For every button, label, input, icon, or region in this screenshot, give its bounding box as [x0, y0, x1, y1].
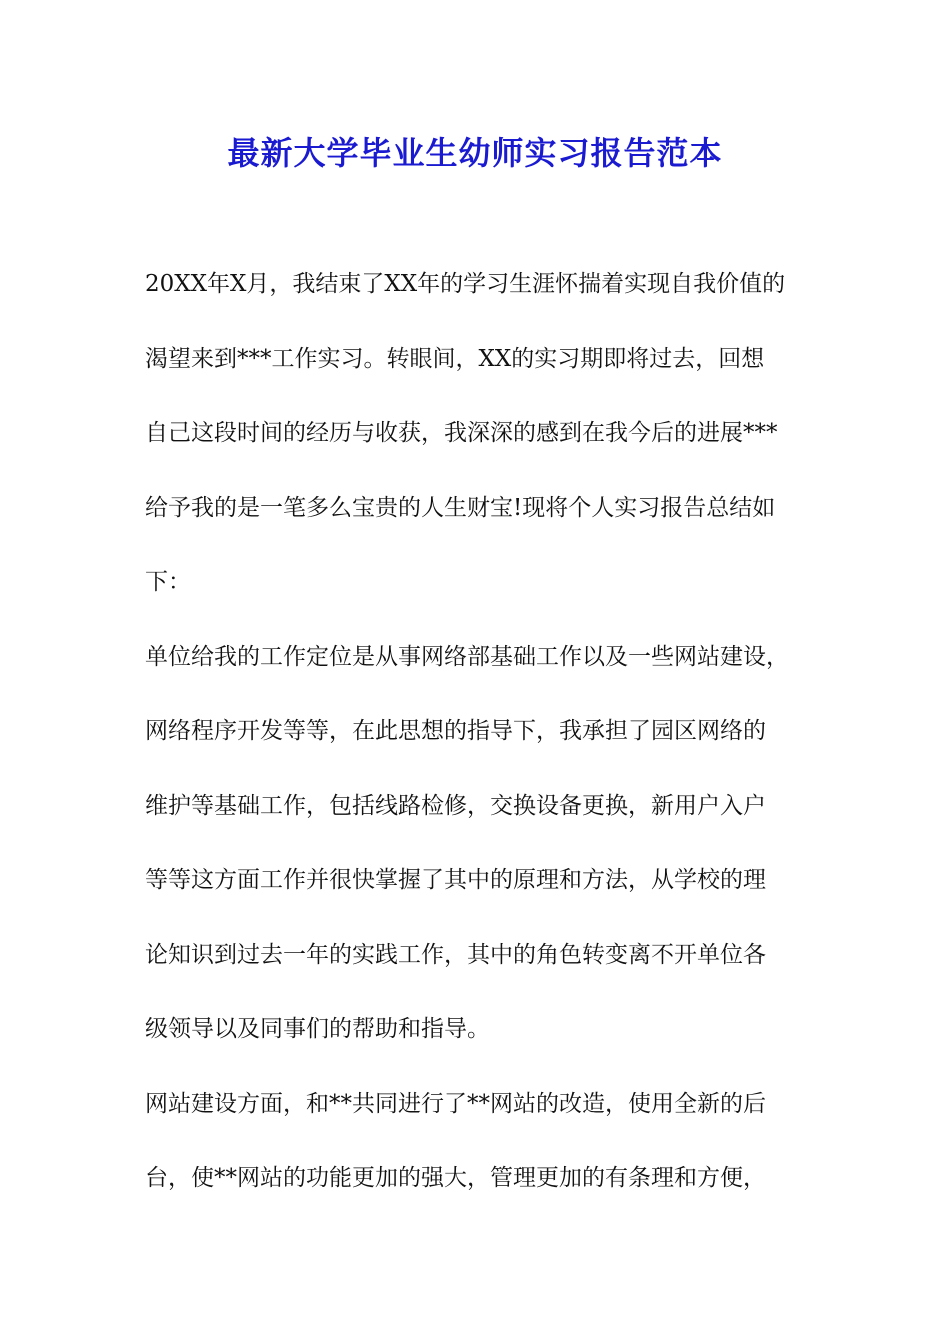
text-line: 单位给我的工作定位是从事网络部基础工作以及一些网站建设， [145, 643, 789, 670]
text-line: 网站建设方面，和**共同进行了**网站的改造，使用全新的后 [145, 1090, 766, 1117]
text-line: 20XX年X月，我结束了XX年的学习生涯怀揣着实现自我价值的 [145, 271, 786, 297]
text-line: 级领导以及同事们的帮助和指导。 [145, 1016, 490, 1042]
text-line: 渴望来到***工作实习。转眼间，XX的实习期即将过去，回想 [145, 345, 765, 372]
text-line: 网络程序开发等等，在此思想的指导下，我承担了园区网络的 [145, 718, 766, 744]
text-line: 等等这方面工作并很快掌握了其中的原理和方法，从学校的理 [145, 867, 766, 893]
text-line: 维护等基础工作，包括线路检修，交换设备更换，新用户入户 [145, 792, 766, 819]
text-line: 给予我的是一笔多么宝贵的人生财宝!现将个人实习报告总结如 [145, 494, 776, 521]
document-body [145, 262, 810, 1231]
document-title: 最新大学毕业生幼师实习报告范本 [227, 134, 723, 172]
text-line: 下： [145, 569, 191, 595]
text-line: 自己这段时间的经历与收获，我深深的感到在我今后的进展*** [145, 420, 778, 446]
text-line: 论知识到过去一年的实践工作，其中的角色转变离不开单位各 [145, 941, 766, 968]
text-line: 台，使**网站的功能更加的强大，管理更加的有条理和方便， [145, 1165, 766, 1191]
